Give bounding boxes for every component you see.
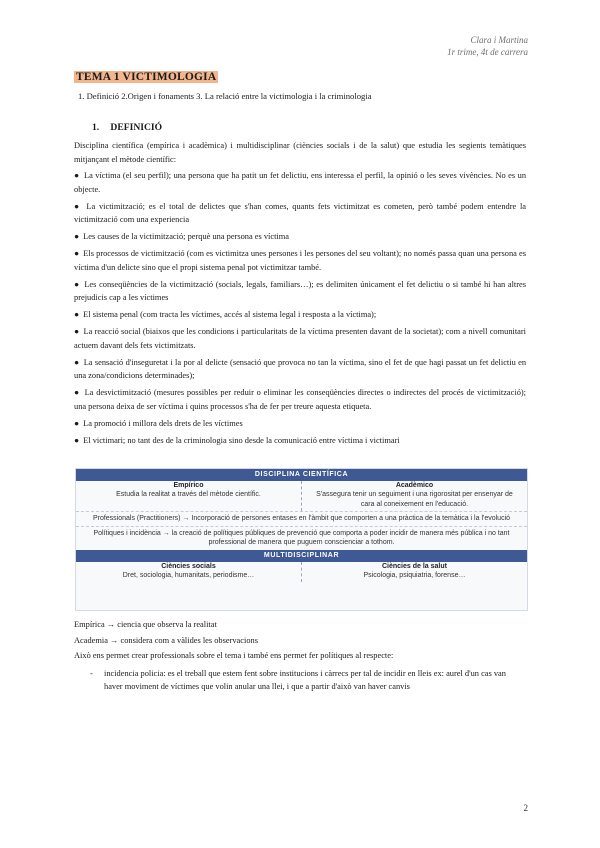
bullet-text: La reacció social (biaixos que les condicions i particularitats de la víctima presenten davant de la societat); com a nivell comunitari actuem davant dels fets victimitzats. [74,327,526,350]
bullet-text: El sistema penal (com tracta les víctimes, accés al sistema legal i resposta a la víctima); [83,310,377,319]
professionals-text: Incorporació de persones entases en l'àmbit que comporten a una pràctica de la temàtica i la l'evolució [191,515,511,522]
professionals-label: Professionals (Practitioners) [92,515,181,522]
header-author: Clara i Martina [470,35,528,45]
bullet-item [74,386,526,413]
policies-row [76,526,527,550]
bullet-text: La desvictimització (mesures possibles per reduir o eliminar les conseqüències directes o indirectes del procés de victimització); una persona deixa de ser víctima i quins processos s'ha de fer per treure aquesta etiqueta. [74,388,526,411]
bullet-icon: ● [74,357,80,367]
section-title: DEFINICIÓ [110,122,163,133]
social-sciences-column [76,562,301,583]
infographic-bar-scientific: DISCIPLINA CIENTÍFICA [76,469,527,481]
bullet-text: La sensació d'inseguretat i la por al delicte (sensació que provoca no tan la víctima, sino el fet de que hagi passat un fet delictiu en una zona/condicions determinades); [74,357,527,380]
bullet-text: La víctima (el seu perfil); una persona que ha patit un fet delictiu, ens interessa el perfil, la opinió o les seves vivències. No es un objecte. [74,171,527,194]
bullet-text: Els processos de victimització (com es victimitza unes persones i les persones del seu voltant); no només passa quan una persona es víctima d'un delicte sino que el propi sistema penal pot victimitzar també. [74,249,527,272]
bullet-icon: ● [74,171,80,180]
bullet-text: El victimari; no tant des de la criminologia sino desde la comunicació entre víctima i victimari [83,435,400,445]
professionals-row [76,511,527,526]
bullet-icon: ● [74,418,80,428]
document-title: TEMA 1 VICTIMOLOGIA [76,71,217,83]
bullet-icon: ● [74,232,80,241]
social-sciences-text: Dret, sociologia, humanitats, periodisme… [122,571,255,579]
bullet-text: Les conseqüències de la victimització (socials, legals, familiars…); es delimiten únicament el fet delictiu o si també hi han altres prejudicis cap a les víctimes [74,279,527,302]
header-course: 1r trime, 4t de carrera [447,47,528,57]
bullet-text: Les causes de la victimització; perquè una persona es víctima [83,232,289,241]
bullet-text: La victimització; es el total de delictes que s'han comes, quants fets victimitzat es cometen, però també podem entendre la victimització com una experiencia [74,201,526,224]
academico-column [301,481,527,511]
empirico-text: Estudia la realitat a través del mètode científic. [116,491,261,498]
bullet-icon: ● [74,388,80,397]
section-number: 1. [92,122,100,133]
bullet-item [74,200,526,227]
health-sciences-title: Ciències de la salut [382,562,447,570]
infographic-columns-bottom [76,562,527,583]
bullet-item [74,325,526,352]
bullet-icon: ● [74,249,80,258]
dash-list-item [90,667,526,694]
document-header [447,34,528,58]
arrow-right-icon: → [162,529,170,537]
policies-text: la creació de polítiques públiques de prevenció que comporta a poder incidir de manera més pública i no tant professional de manera que puguem conscienciar a tothom. [171,529,510,546]
bullet-item [74,169,526,196]
bullet-text: La promoció i millora dels drets de les víctimes [83,418,243,428]
academico-text: S'assegura tenir un seguiment i una rigorositat per ensenyar de cara al coneixement en l'educació. [316,491,513,508]
topic-index: 1. Definició 2.Origen i fonaments 3. La relació entre la victimologia i la criminologia [78,91,372,101]
empirico-title: Empírico [173,482,204,489]
health-sciences-text: Psicologia, psiquiatria, forense… [363,571,466,579]
note-empirica: Empírica → ciencia que observa la realitat [74,620,217,629]
bullet-item [74,434,526,448]
bullet-item [74,230,526,244]
dash-marker: - [90,668,93,678]
arrow-right-icon: → [182,515,190,522]
bullet-item [74,308,526,322]
discipline-infographic [75,468,528,611]
policies-label: Polítiques i incidència [93,529,161,537]
health-sciences-column [301,562,527,583]
notes-after-infographic [74,618,526,694]
bullet-item [74,247,526,274]
bullet-icon: ● [74,435,80,445]
bullet-icon: ● [74,327,80,336]
bullet-list [74,169,526,447]
empirico-column [76,481,301,511]
page-number: 2 [523,803,528,813]
social-sciences-title: Ciències socials [161,562,216,570]
note-academia: Academia → considera com a vàlides les observacions [74,635,258,645]
infographic-columns-top [76,481,527,511]
academico-title: Acadèmico [395,482,434,489]
infographic-bar-multidisciplinary: MULTIDISCIPLINAR [76,550,527,562]
bullet-icon: ● [74,279,80,289]
bullet-item [74,417,526,431]
bullet-icon: ● [74,310,80,319]
bullet-item [74,278,526,305]
bullet-icon: ● [74,201,81,211]
section-body [74,139,526,451]
section-intro: Disciplina científica (empírica i acadèmica) i multidisciplinar (ciències socials i de la salut) que estudia les segients temàtiques mitjançant el mètode científic: [74,141,526,164]
dash-item-text: incidencia policia: es el treball que estem fent sobre institucions i càrrecs per tal de incidir en lleis ex: aurel d'un cas van haver moviment de víctimes que volin anular una llei, i que a partir d'això van haver canvis [104,668,506,691]
section-heading [92,122,162,133]
note-professionals: Això ens permet crear professionals sobre el tema i també ens permet fer polítiques al respecte: [74,651,394,660]
bullet-item [74,356,526,383]
